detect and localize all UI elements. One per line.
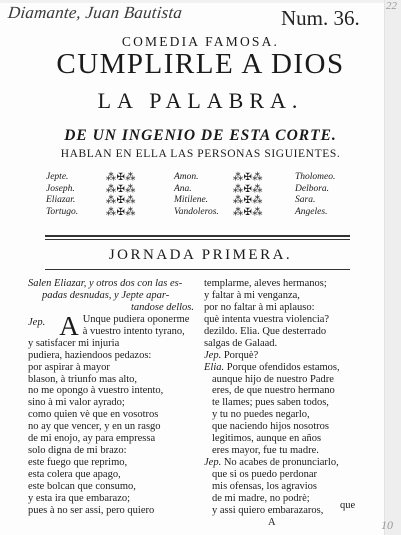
stage-direction: Salen Eliazar, y otros dos con las es- <box>28 278 183 289</box>
verse-line: sino à mi valor ayrado; <box>28 397 125 409</box>
verse-line: de mi madre, no podrè; <box>212 492 310 504</box>
verse-line: salgas de Galaad. <box>204 337 278 349</box>
verse-line: pudiera, haziendoos pedazos: <box>28 349 152 361</box>
ornament-icon: ⁂✠⁂ <box>233 195 263 206</box>
speaker-tag: Jep. <box>204 349 222 361</box>
cast-name: Amon. <box>174 172 199 182</box>
verse-line: y satisfacer mi injuria <box>28 337 120 349</box>
verse-line: eres mayor, fue tu madre. <box>212 445 319 457</box>
verse-line: què intenta vuestra violencia? <box>204 313 330 325</box>
verse-line: no ay que vencer, y en un rasgo <box>28 421 161 433</box>
verse-line: dezildo. Elia. Que desterrado <box>204 325 327 337</box>
verse-line: que si os puedo perdonar <box>212 469 317 480</box>
verse-line <box>204 457 374 469</box>
verse-line: esta colera que apago, <box>28 469 121 480</box>
cast-name: Tholomeo. <box>295 172 336 182</box>
verse-text: No acabes de pronunciarlo, <box>223 457 339 469</box>
play-title-line-2: LA PALABRA. <box>97 88 304 113</box>
divider-rule <box>45 235 350 237</box>
ornament-icon: ⁂✠⁂ <box>106 183 136 195</box>
verse-line: Unque pudiera oponerme <box>82 313 190 325</box>
page-right-edge <box>384 0 401 535</box>
verse-line: de mi enojo, ay para empressa <box>28 433 156 445</box>
text-column-right <box>204 278 374 529</box>
verse-line: este fuego que reprimo, <box>28 457 128 469</box>
corner-pencil-mark: 22 <box>386 0 397 12</box>
act-heading: JORNADA PRIMERA. <box>108 247 293 263</box>
verse-text: Porque ofendidos estamos, <box>226 361 340 373</box>
ornament-icon: ⁂✠⁂ <box>106 172 136 183</box>
verse-line: este bolcan que consumo, <box>28 480 136 492</box>
cast-name: Eliazar. <box>46 195 76 205</box>
verse-line: como quien vè que en vosotros <box>28 409 159 421</box>
verse-line: blason, à triunfo mas alto, <box>28 373 138 385</box>
signature-mark: A <box>268 516 276 528</box>
cast-name: Ana. <box>174 183 192 194</box>
verse-line: templarme, aleves hermanos; <box>204 278 327 289</box>
verse-line: eres, de que nuestro hermano <box>212 385 335 397</box>
verse-line: y faltar à mi venganza, <box>204 289 300 301</box>
cast-name: Joseph. <box>46 183 75 194</box>
cast-name: Delbora. <box>295 183 330 194</box>
divider-rule <box>45 239 350 240</box>
cast-name: Angeles. <box>295 206 328 217</box>
play-title-line-1: CUMPLIRLE A DIOS <box>56 48 345 80</box>
opening-speech <box>28 314 198 338</box>
verse-text: Porquè? <box>223 349 259 361</box>
verse-line: y esta ira que embarazo; <box>28 492 131 504</box>
genre-heading: COMEDIA FAMOSA. <box>121 34 280 49</box>
stage-direction: tandose dellos. <box>131 301 194 313</box>
cast-row <box>46 207 356 219</box>
divider-rule <box>45 269 350 270</box>
text-column-left <box>28 278 198 517</box>
speaker-tag: Jep. <box>28 316 46 328</box>
verse-line: no me opongo à vuestro intento, <box>28 385 164 397</box>
cast-name: Tortugo. <box>46 206 79 217</box>
foot-pencil-mark: 10 <box>381 518 393 532</box>
cast-row <box>46 172 356 184</box>
verse-line <box>204 350 374 362</box>
ornament-icon: ⁂✠⁂ <box>233 206 263 218</box>
play-number: Num. 36. <box>281 6 360 30</box>
ornament-icon: ⁂✠⁂ <box>106 206 136 218</box>
verse-line <box>204 362 374 374</box>
cast-row <box>46 184 356 196</box>
verse-line: pues à no ser assi, pero quiero <box>28 504 155 516</box>
cast-name: Vandoleros. <box>174 206 219 217</box>
cast-name: Jepte. <box>46 172 69 182</box>
ornament-icon: ⁂✠⁂ <box>106 195 136 206</box>
verse-line: y assi quiero embarazaros, <box>212 504 324 516</box>
catchword: que <box>340 500 356 511</box>
verse-line: mis ofensas, los agravios <box>212 480 317 492</box>
cast-list <box>46 172 356 218</box>
stage-direction: padas desnudas, y Jepte apar- <box>42 289 170 301</box>
cast-row <box>46 195 356 207</box>
cast-name: Mitilene. <box>174 195 209 205</box>
verse-line: à vuestro intento tyrano, <box>82 325 185 337</box>
verse-line: solo digna de mi brazo: <box>28 445 127 457</box>
verse-line: y tu no puedes negarlo, <box>212 409 310 421</box>
verse-line: legitimos, aunque en años <box>212 433 322 445</box>
ornament-icon: ⁂✠⁂ <box>233 172 263 183</box>
cast-name: Sara. <box>295 195 316 205</box>
verse-line: por no faltar à mi aplauso: <box>204 301 315 313</box>
cast-heading: HABLAN EN ELLA LAS PERSONAS SIGUIENTES. <box>60 148 341 160</box>
speaker-tag: Jep. <box>204 457 222 469</box>
manuscript-annotation: Diamante, Juan Bautista <box>7 3 184 22</box>
verse-line: te llames; pues saben todos, <box>212 397 329 409</box>
verse-line: por aspirar à mayor <box>28 361 110 373</box>
drop-capital: A <box>59 313 79 338</box>
verse-line: que naciendo hijos nosotros <box>212 421 329 433</box>
ornament-icon: ⁂✠⁂ <box>233 183 263 195</box>
speaker-tag: Elia. <box>204 361 225 373</box>
author-attribution: DE UN INGENIO DE ESTA CORTE. <box>64 127 337 144</box>
verse-line: aunque hijo de nuestro Padre <box>212 373 334 385</box>
